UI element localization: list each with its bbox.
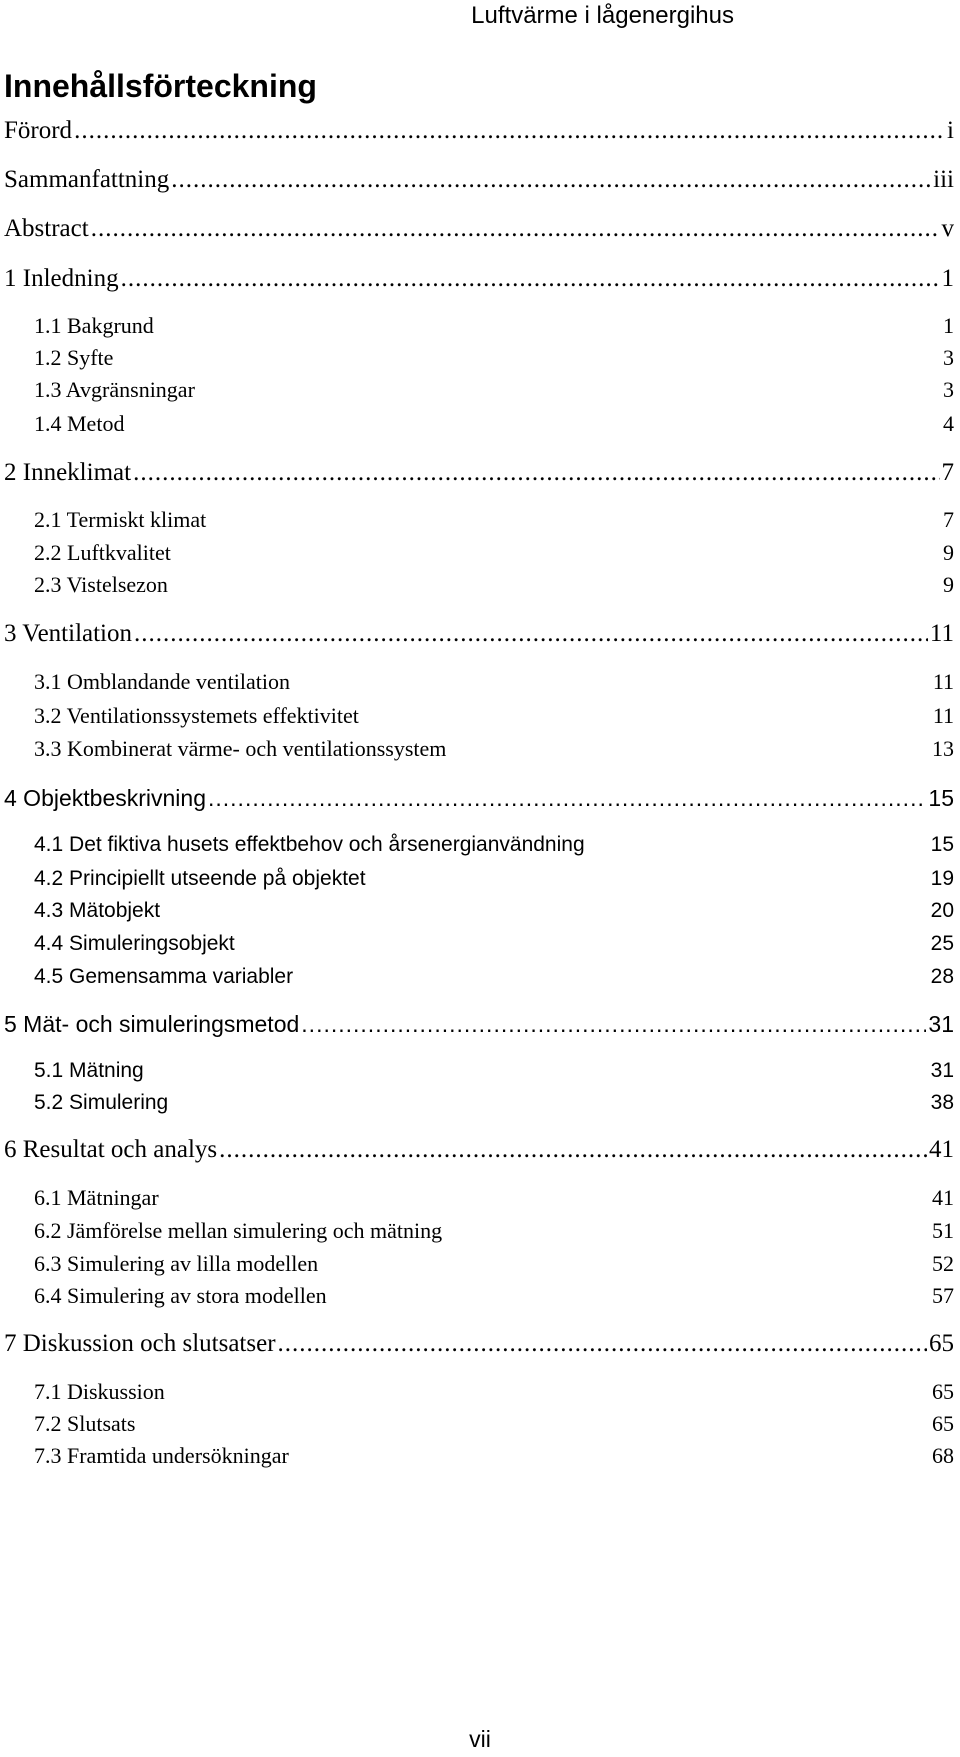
running-header-title: Luftvärme i lågenergihus: [471, 2, 734, 29]
toc-entry-page-number: 13: [932, 736, 954, 761]
toc-entry-label: 4 Objektbeskrivning: [4, 785, 206, 811]
toc-entry-page-number: 15: [928, 785, 954, 811]
toc-entry-page-number: 52: [932, 1251, 954, 1276]
toc-section-entry[interactable]: [34, 505, 954, 535]
dot-leader: [133, 456, 939, 490]
toc-entry-page-number: 1: [943, 313, 954, 338]
toc-chapter-entry[interactable]: [4, 212, 954, 246]
toc-entry-page-number: 38: [930, 1091, 954, 1114]
toc-section-entry[interactable]: [34, 1249, 954, 1279]
toc-section-entry[interactable]: [34, 311, 954, 341]
toc-entry-label: 6.1 Mätningar: [34, 1185, 159, 1210]
toc-section-entry[interactable]: [34, 1216, 954, 1246]
toc-entry-page-number: 11: [932, 703, 954, 728]
toc-section-entry[interactable]: [34, 1377, 954, 1407]
toc-entry-label: 2.1 Termiskt klimat: [34, 507, 207, 532]
toc-entry-page-number: 65: [929, 1330, 954, 1357]
toc-entry-label: 4.2 Principiellt utseende på objektet: [34, 867, 366, 890]
toc-entry-page-number: 51: [932, 1218, 954, 1243]
toc-entry-label: 3.1 Omblandande ventilation: [34, 669, 290, 694]
toc-entry-page-number: 7: [943, 507, 954, 532]
dot-leader: [278, 1327, 927, 1361]
toc-entry-label: 6.3 Simulering av lilla modellen: [34, 1251, 319, 1276]
toc-entry-label: 6.4 Simulering av stora modellen: [34, 1283, 327, 1308]
toc-entry-page-number: 41: [932, 1185, 954, 1210]
toc-chapter-entry[interactable]: [4, 163, 954, 197]
toc-entry-page-number: i: [947, 117, 954, 144]
toc-entry-page-number: v: [941, 215, 954, 242]
toc-entry-page-number: 57: [932, 1283, 954, 1308]
toc-chapter-entry[interactable]: [4, 1007, 954, 1041]
toc-entry-page-number: iii: [933, 166, 954, 193]
toc-entry-page-number: 31: [928, 1011, 954, 1037]
toc-chapter-entry[interactable]: [4, 456, 954, 490]
dot-leader: [301, 1007, 926, 1041]
toc-section-entry[interactable]: [34, 929, 954, 959]
toc-section-entry[interactable]: [34, 538, 954, 568]
toc-section-entry[interactable]: [34, 1409, 954, 1439]
toc-section-entry[interactable]: [34, 409, 954, 439]
toc-chapter-entry[interactable]: [4, 114, 954, 148]
toc-entry-label: 7 Diskussion och slutsatser: [4, 1330, 276, 1357]
toc-entry-page-number: 9: [943, 572, 954, 597]
dot-leader: [134, 617, 928, 651]
toc-entry-label: 2.2 Luftkvalitet: [34, 540, 171, 565]
toc-entry-page-number: 65: [932, 1379, 954, 1404]
toc-entry-label: Sammanfattning: [4, 166, 170, 193]
toc-entry-label: 2.3 Vistelsezon: [34, 572, 168, 597]
toc-chapter-entry[interactable]: [4, 1133, 954, 1167]
toc-entry-page-number: 20: [930, 899, 954, 922]
toc-section-entry[interactable]: [34, 830, 954, 860]
toc-entry-label: 6.2 Jämförelse mellan simulering och mätning: [34, 1218, 443, 1243]
toc-section-entry[interactable]: [34, 1056, 954, 1086]
toc-entry-label: 3.3 Kombinerat värme- och ventilationssystem: [34, 736, 447, 761]
toc-section-entry[interactable]: [34, 701, 954, 731]
toc-heading: Innehållsförteckning: [4, 68, 317, 104]
toc-entry-label: 1.4 Metod: [34, 411, 125, 436]
toc-section-entry[interactable]: [34, 962, 954, 992]
toc-entry-label: 4.4 Simuleringsobjekt: [34, 932, 235, 955]
toc-chapter-entry[interactable]: [4, 1327, 954, 1361]
toc-entry-page-number: 68: [932, 1443, 954, 1468]
toc-entry-page-number: 15: [930, 833, 954, 856]
toc-chapter-entry[interactable]: [4, 781, 954, 815]
dot-leader: [219, 1133, 927, 1167]
toc-entry-label: 6 Resultat och analys: [4, 1136, 218, 1163]
toc-entry-page-number: 19: [930, 867, 954, 890]
toc-entry-label: 7.1 Diskussion: [34, 1379, 165, 1404]
dot-leader: [171, 163, 931, 197]
dot-leader: [91, 212, 940, 246]
toc-entry-label: 4.5 Gemensamma variabler: [34, 965, 294, 988]
toc-section-entry[interactable]: [34, 1088, 954, 1118]
toc-entry-label: 1 Inledning: [4, 265, 119, 292]
toc-entry-page-number: 3: [943, 345, 954, 370]
toc-entry-label: 5.2 Simulering: [34, 1091, 169, 1114]
toc-section-entry[interactable]: [34, 1183, 954, 1213]
toc-entry-page-number: 65: [932, 1411, 954, 1436]
toc-section-entry[interactable]: [34, 864, 954, 894]
toc-section-entry[interactable]: [34, 734, 954, 764]
toc-entry-label: 4.3 Mätobjekt: [34, 899, 161, 922]
toc-entry-page-number: 11: [929, 620, 954, 647]
toc-entry-label: 5 Mät- och simuleringsmetod: [4, 1011, 300, 1037]
toc-entry-label: Abstract: [4, 215, 89, 242]
toc-entry-page-number: 28: [930, 965, 954, 988]
toc-section-entry[interactable]: [34, 570, 954, 600]
toc-entry-page-number: 31: [930, 1059, 954, 1082]
toc-section-entry[interactable]: [34, 896, 954, 926]
toc-section-entry[interactable]: [34, 1441, 954, 1471]
toc-entry-label: 5.1 Mätning: [34, 1059, 144, 1082]
toc-entry-label: 7.2 Slutsats: [34, 1411, 136, 1436]
toc-chapter-entry[interactable]: [4, 262, 954, 296]
toc-entry-label: 1.2 Syfte: [34, 345, 114, 370]
toc-entry-page-number: 7: [941, 459, 954, 486]
toc-section-entry[interactable]: [34, 375, 954, 405]
toc-entry-page-number: 4: [943, 411, 954, 436]
toc-entry-label: 2 Inneklimat: [4, 459, 132, 486]
toc-entry-label: 3.2 Ventilationssystemets effektivitet: [34, 703, 359, 728]
toc-entry-label: 4.1 Det fiktiva husets effektbehov och årsenergianvändning: [34, 833, 585, 856]
dot-leader: [121, 262, 940, 296]
toc-entry-label: Förord: [4, 117, 73, 144]
toc-section-entry[interactable]: [34, 343, 954, 373]
toc-entry-page-number: 3: [943, 377, 954, 402]
toc-entry-label: 3 Ventilation: [4, 620, 133, 647]
toc-entry-page-number: 41: [929, 1136, 954, 1163]
toc-chapter-entry[interactable]: [4, 617, 954, 651]
toc-entry-label: 1.3 Avgränsningar: [34, 377, 195, 402]
toc-section-entry[interactable]: [34, 667, 954, 697]
toc-entry-page-number: 25: [930, 932, 954, 955]
dot-leader: [208, 781, 926, 815]
page-number: vii: [469, 1726, 491, 1752]
toc-entry-page-number: 1: [941, 265, 954, 292]
dot-leader: [74, 114, 945, 148]
toc-entry-label: 7.3 Framtida undersökningar: [34, 1443, 289, 1468]
toc-section-entry[interactable]: [34, 1281, 954, 1311]
toc-entry-page-number: 9: [943, 540, 954, 565]
toc-entry-page-number: 11: [932, 669, 954, 694]
toc-entry-label: 1.1 Bakgrund: [34, 313, 154, 338]
